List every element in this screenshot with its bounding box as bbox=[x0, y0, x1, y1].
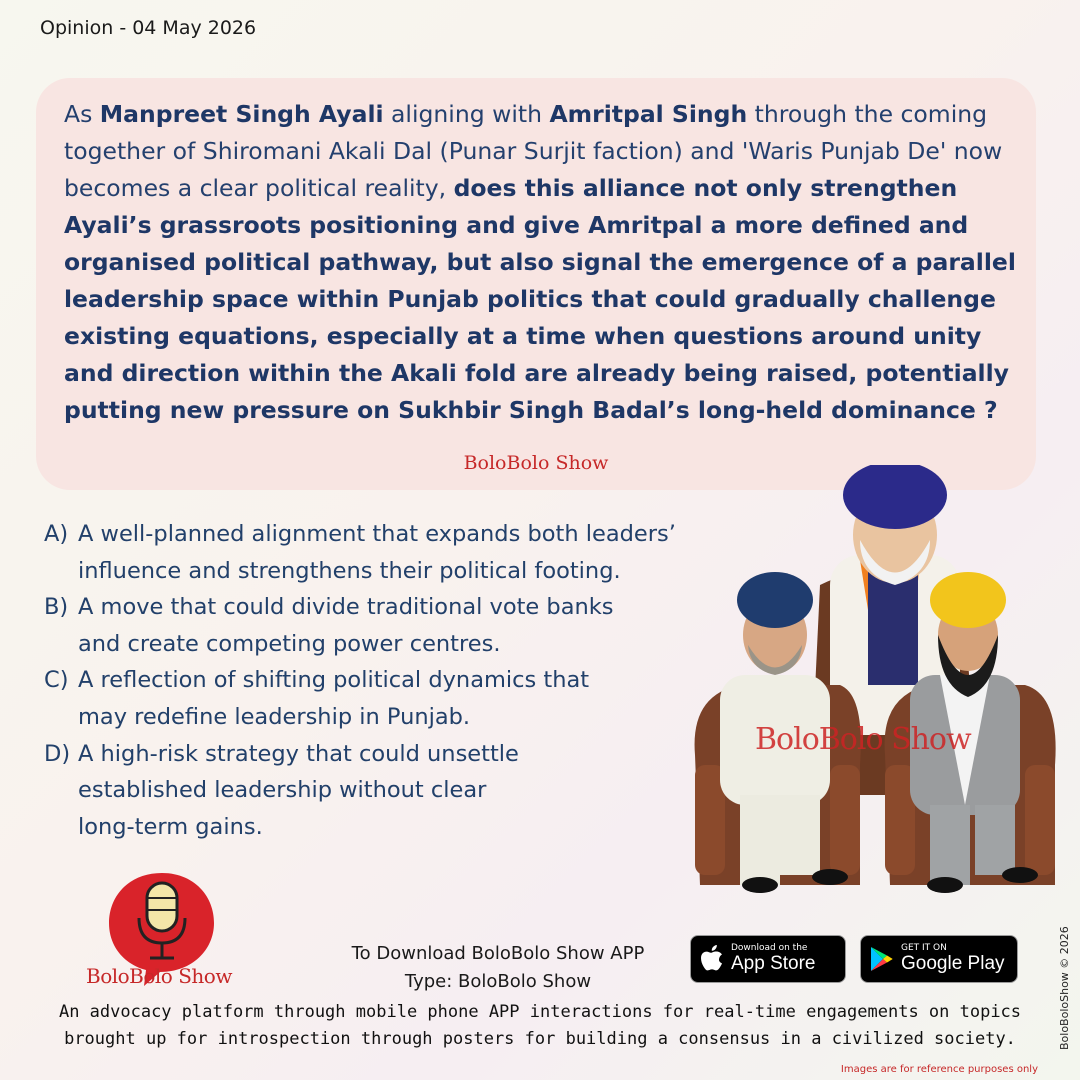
google-play-icon bbox=[861, 936, 901, 982]
question-card bbox=[36, 78, 1036, 490]
logo-text: BoloBolo Show bbox=[86, 964, 232, 988]
illustration-watermark: BoloBolo Show bbox=[755, 722, 971, 757]
question-text bbox=[64, 96, 1024, 429]
apple-icon bbox=[691, 936, 731, 982]
option-text: A reflection of shifting political dynamics that bbox=[78, 667, 590, 694]
option-text-continued: long-term gains. bbox=[78, 813, 263, 840]
disclaimer-text: Images are for reference purposes only bbox=[840, 1064, 1038, 1075]
option-item bbox=[44, 516, 764, 589]
question-segment: through the coming together of Shiromani Akali Dal (Punar Surjit faction) and 'Waris Punjab De' now becomes a clear political reality, bbox=[64, 100, 1003, 202]
option-text-continued: may redefine leadership in Punjab. bbox=[78, 703, 471, 730]
option-item bbox=[44, 736, 764, 846]
google-play-small-text: GET IT ON bbox=[901, 943, 947, 953]
tagline-line-1: An advocacy platform through mobile phone APP interactions for real-time engagements on topics bbox=[58, 1002, 1022, 1022]
card-brand-text: BoloBolo Show bbox=[463, 452, 609, 474]
option-text: A move that could divide traditional vote banks bbox=[78, 594, 614, 621]
download-instructions bbox=[318, 940, 678, 996]
option-text-continued: influence and strengthens their political footing. bbox=[78, 557, 621, 584]
option-text-continued: established leadership without clear bbox=[78, 777, 487, 804]
option-text: A well-planned alignment that expands both leaders’ bbox=[78, 521, 676, 547]
question-bold-segment: Amritpal Singh bbox=[549, 100, 748, 128]
app-store-small-text: Download on the bbox=[731, 943, 808, 953]
options-list bbox=[44, 516, 764, 845]
option-item bbox=[44, 662, 764, 735]
option-letter: C) bbox=[44, 667, 69, 694]
option-letter: D) bbox=[44, 740, 71, 767]
download-line-1: To Download BoloBolo Show APP bbox=[351, 943, 645, 964]
google-play-big-text: Google Play bbox=[901, 953, 1005, 974]
google-play-button[interactable] bbox=[860, 935, 1018, 983]
tagline bbox=[0, 999, 1080, 1053]
option-letter: B) bbox=[44, 594, 69, 621]
app-store-button[interactable] bbox=[690, 935, 846, 983]
tagline-line-2: brought up for introspection through posters for building a consensus in a civilized society. bbox=[64, 1029, 1016, 1049]
option-letter: A) bbox=[44, 521, 69, 547]
app-store-big-text: App Store bbox=[731, 953, 816, 974]
question-segment: As bbox=[64, 100, 100, 128]
illustration-three-leaders bbox=[680, 465, 1070, 905]
question-bold-segment: does this alliance not only strengthen Ayali’s grassroots positioning and give Amritpal a more defined and organised political pathway, but also signal the emergence of a parallel leadership space within Punjab politics that could gradually challenge existing equations, especially at a time when questions around unity and direction within the Akali fold are already being raised, potentially putting new pressure on Sukhbir Singh Badal’s long-held dominance ? bbox=[64, 174, 1016, 424]
question-bold-segment: Manpreet Singh Ayali bbox=[99, 100, 384, 128]
date-label: Opinion - 04 May 2026 bbox=[40, 17, 257, 39]
copyright-text: BoloBoloShow © 2026 bbox=[1058, 926, 1071, 1050]
question-segment: aligning with bbox=[383, 100, 550, 128]
download-line-2: Type: BoloBolo Show bbox=[404, 971, 592, 992]
option-text-continued: and create competing power centres. bbox=[78, 630, 501, 657]
option-text: A high-risk strategy that could unsettle bbox=[78, 740, 519, 767]
option-item bbox=[44, 589, 764, 662]
